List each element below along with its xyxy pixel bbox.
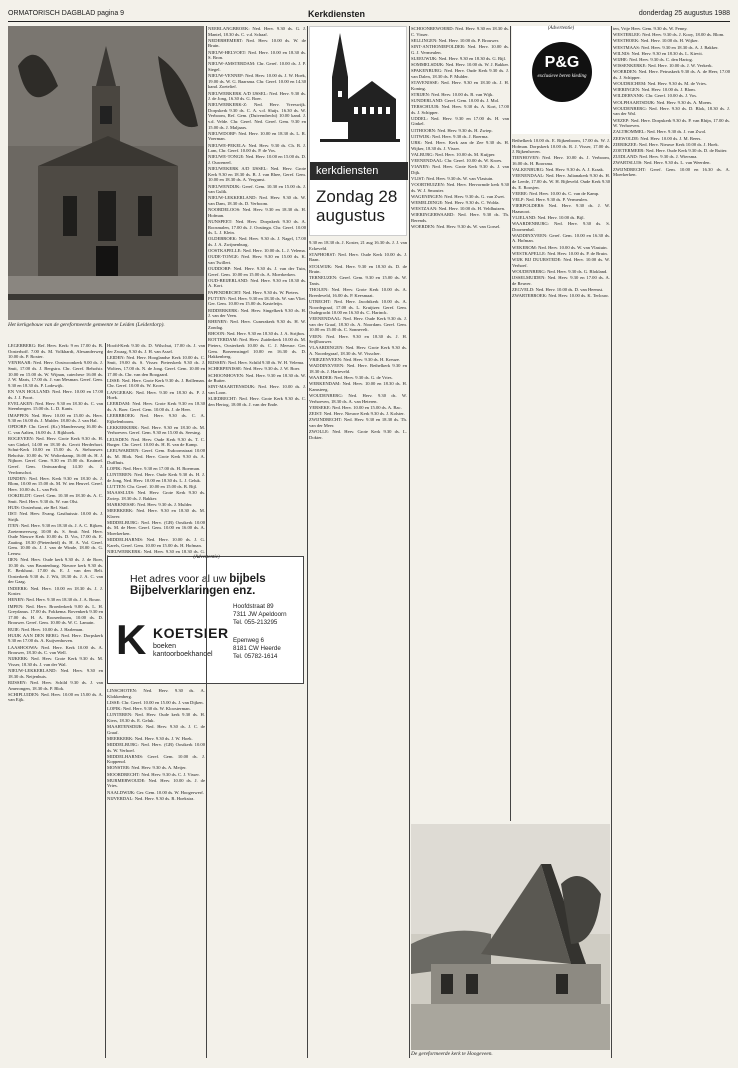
newspaper-page [8,8,730,1060]
listing-entry: ZWIJNDRECHT: Ned. Herv. 9.30 en 18.30 ds. Th. van der Meer. [309,417,407,428]
listing-entry: SCHERPENISSE: Ned. Herv. 9.30 ds. J. W. Boer. [208,366,301,372]
listing-entry: IMAPPEN: Ned. Herv. 10.00 en 15.00 ds. Herv. 9.30 en 16.00 ds. J. Mulder. 18.00 ds. J. van Hal. [8,412,103,424]
listing-entry: STAPHORST: Ned. Herv. Oude Kerk 10.00 ds. J. Baan. [309,251,407,263]
listing-entry: RIJSSEN: Ned. Herv. Schild 9.30 ds. J. van Amerongen, 18.30 ds. P. Blok. [8,679,103,691]
listing-entry: EN VAN HOLLAND: Ned. Herv. 10.00 en 17.00 ds. J. J. Poort. [8,388,103,400]
modern-church-photo [411,824,610,1050]
listing-entry: MEERKERK: Ned. Herv. 9.30 ds. J. W. Hoek. [107,735,193,741]
listing-entry: VEENENDAAL: Ned. Herv. Julianakerk 9.30 ds. H. de Leede, 17.00 ds. W. H. Bijleveld. Oude Kerk 9.30 ds. E. Roosjen. [512,173,610,190]
address-line: 7311 JW Apeldoorn [233,611,287,618]
listing-entry: WEKEROM: Ned. Herv. 10.00 ds. W. van Vlastuin. [512,244,608,250]
church-photo-image [8,26,204,320]
listing-entry: SCHOONREWOERD: Ned. Herv. 9.30 en 18.30 ds. C. Visser. [411,26,509,37]
modern-church-photo-caption: De gereformeerde kerk te Hoogeveen. [411,1051,493,1057]
advertiser-subtitle-1: boeken [153,643,176,650]
listing-entry: LISSE: Chr. Geref. 10.00 en 15.00 ds. J. van Dijken. [107,699,204,705]
listing-entry: LINSCHOTEN: Ned. Herv. 9.30 ds. A. Klokkenberg. [107,688,205,699]
pg-logo-circle-icon [532,42,592,102]
masthead [8,8,730,22]
advertiser-subtitle [153,643,213,659]
listing-entry: MIDDELHARNIS: Geref. Gem. 10.00 ds. J. Koppenol. [107,753,205,765]
modern-church-photo-image [411,824,610,1050]
listing-entry: WADDINXVEEN: Ned. Herv. Bethelkerk 9.30 en 18.30 ds. J. Harteveld. [309,363,407,374]
advertisement-tag: (Advertentie) [193,555,220,560]
listing-entry: WESTHOEK: Ned. Herv. 10.00 ds. H. Wijker. [613,38,699,44]
listing-entry: LAASHOOWA: Ned. Herv. Kerk 10.00 ds. A. Brouwer, 18.30 ds. C. van Well. [8,644,103,656]
listing-entry: UITHOORN: Ned. Herv. 9.30 ds. H. Zwiep. [411,127,493,133]
listing-entry: LEIDEN: Ned. Herv. Hooglandse Kerk 10.00 ds. C. Smit, 19.00 ds. S. Visser. Pieterskerk 9.30 ds. J. Wolters, 17.00 ds. N. de Jong. Geref. Gem. 10.00 en 17.00 ds. Chr. van den Boogaard. [107,354,205,377]
listing-column-1 [8,343,103,1058]
listing-entry: ITEN: Ned. Herv. 9.30 en 18.30 ds. J. A. C. Rijken. Zoetermeerweg. 10.00 ds. S. Smit. Ned. Herv. Oude Nieuwe Kerk 10.00 ds. D. Vos, 17.00 ds. E. Zaaiing. 18.30 (Pietenheid) ds. H. A. Vol. Geref. Gem. 10.00 ds. J. J. van de Winde, 18.00 ds. G. Leeuw. [8,522,103,556]
listing-entry: NIEUW-LEKKERLAND: Ned. Herv. 9.30 ds. W. van Dam, 18.30 ds. D. Verboom. [208,195,306,206]
listing-entry: STAVENISSE: Ned. Herv. 9.30 en 18.30 ds. J. H. Koning. [411,79,509,91]
listing-entry: MURMERWOUDE: Ned. Herv. 10.00 ds. J. de Vries. [107,777,205,789]
advertisement-headline-line-1: Het adres voor al uw [130,573,227,585]
listing-entry: OUD-BEIJERLAND: Ned. Herv. 9.30 en 18.30 ds. A. Kort. [208,277,306,289]
listing-entry: WIJHE: Ned. Herv. 9.30 ds. C. den Hartog. [613,56,693,62]
listing-entry: VEEN: Ned. Herv. 9.30 en 18.30 ds. J. H. Seijlhouwer. [309,333,407,345]
column-divider [105,343,106,1058]
listing-entry: RUIE: Ned. Herv. 10.00 ds. J. Harleman. [8,626,84,632]
masthead-publication: ORMATORISCH DAGBLAD pagina 9 [8,10,125,17]
listing-entry: LUNTEREN: Ned. Herv. Oude kerk 9.30 ds. H. Kiers, 18.30 ds. E. Geluk. [107,712,205,723]
listing-entry: VALBURG: Ned. Herv. 10.00 ds. M. Kuijper. [411,151,496,157]
listing-entry: THOLEN: Ned. Herv. Grote Kerk 10.00 ds. A. Breedeveld, 16.00 ds. P. Keesmaat. [309,287,407,298]
listing-column-6 [512,138,610,821]
listing-entry: RIDDERKERK: Ned. Herv. Singelkerk 9.30 ds. H. J. van der Veen. [208,307,306,319]
listing-entry: ZUIDLAND: Ned. Herv. 9.30 ds. J. Wiersma. [613,154,698,160]
listing-entry: MAARTENSDIJK: Ned. Herv. 9.30 ds. J. C. de Graaf. [107,723,205,735]
listing-entry: NIJVERDAL: Ned. Herv. 9.30 ds. R. Hoekstra. [107,795,195,801]
listing-entry: WOUDENBERG: Ned. Herv. 9.30 ds. G. Blokland. [512,268,608,274]
listing-entry: ZEEWOLDE: Ned. Herv. 10.00 ds. J. M. Beers. [613,135,702,141]
listing-entry: WIERINGEN: Ned. Herv. 10.00 ds. J. Blom. [613,87,696,93]
listing-entry: NIEUW-HELVOET: Ned. Herv. 10.00 en 18.30 ds. S. Bron. [208,49,306,61]
listing-entry: UITWIJK: Ned. Herv. 9.30 ds. J. Boerma. [411,133,489,139]
advertisement-headline-bold: bijbels [229,573,266,585]
listing-entry: SCHIPLUIDEN: Ned. Herv. 10.00 en 15.00 ds. A. van Eijk. [8,691,103,703]
advertisement-headline-line-2: Bijbelverklaringen enz. [130,585,256,597]
listing-entry: OOKIELDT: Geref. Gem. 10.30 en 18.30 ds. A. C. Smit. Ned. Herv. 9.30 ds. W. van Olst. [8,493,103,504]
listing-entry: LUNTEREN: Ned. Herv. Oude Kerk 9.30 ds. H. J. de Jong, Ned. Herv. 10.00 en 18.30 ds. L. J. Geluk. [107,472,205,483]
listing-entry: WERKENDAM: Ned. Herv. 10.00 en 18.30 ds. H. Kamsteeg. [309,381,407,392]
listing-entry: LEERBROEK: Ned. Herv. 9.30 ds. C. A. Eijkelenboom. [107,413,205,424]
listing-entry: WOUDRICHEM: Ned. Herv. 9.30 ds. M. de Vries. [613,81,707,87]
listing-entry: ZALTBOMMEL: Ned. Herv. 9.30 ds. J. van Zwol. [613,129,707,135]
listing-entry: MIDDELBURG: Ned. Herv. (GB) Oostkerk 10.00 ds. M. de Heer. Geref. Gem. 10.00 en 16.00 ds. A. Moerkerken. [107,519,205,536]
listing-entry: LUTTEN: Chr. Geref. 10.00 en 15.00 ds. B. Bijl. [107,483,198,489]
listing-entry: HUIJK AAN DEN BERG: Ned. Herv. Dorpskerk 9.30 en 17.00 ds. A. Kuijvenhoven. [8,632,103,644]
advertisement-tag: (Advertentie) [547,26,575,31]
listing-entry: ZEIST: Ned. Herv. Nieuwe Kerk 9.30 ds. J. Kolster. [309,411,405,417]
listing-entry: VENHAAR: Ned. Herv. Oostwoonkerk 9.00 ds. J. Smit, 17.00 ds. J. Bergstra. Chr. Geref. Behofstr. 10.00 en 15.00 ds. W. Wijnan, catechese 16.00 ds. J. W. Maris, 17.00 ds. J. van Mesman. Geref. Gem. 9.30 en 18.30 ds. P. Lodewijk. [8,360,103,388]
listing-entry: TERSCHUUR: Ned. Herv. 9.30 ds. A. Kort, 17.00 ds. J. Schipper. [411,104,509,115]
listing-entry: VALKENBURG: Ned. Herv. 9.30 ds. A. J. Kraak. [512,167,604,173]
listing-entry: ROGEVEEN: Ned. Herv. Grote Kerk 9.30 ds. H. van Ginkel, 14.00 en 18.30 ds. Gerrit Herderhort. Schut-Kerk 10.00 en 15.00 ds. A. Stehouwer. Behofstr. 10.00 ds. W. Wolterkamp, 16.00 ds. H. J. Nijboer. Geref. Gem. 9.30 en 15.00 ds. Kruimel. Geref. Gem. Ontwaarding 14.30 ds. J. Verdonschot. [8,436,103,475]
listing-entry: RHOON: Ned. Herv. 9.30 en 18.30 ds. J. A. Strijbos. [208,331,306,337]
kerkdiensten-banner [309,26,407,236]
address-line: Hoofdstraat 89 [233,603,274,610]
listing-entry: SCHOONHOVEN: Ned. Herv. 9.30 en 18.30 ds. W. de Ruiter. [208,372,306,384]
listing-entry: WOERDEN: Ned. Herv. Petruskerk 9.30 ds. A. de Heer, 17.00 ds. J. Schipper. [613,69,730,80]
listing-entry: WAGENINGEN: Ned. Herv. 9.30 ds. G. van Zwet. [411,193,505,199]
listing-entry: ZIERIKZEE: Ned. Herv. Nieuwe Kerk 10.00 ds. J. Hoek. [613,141,719,147]
listing-entry: NIEUWE-PEKELA: Ned. Herv. 9.30 ds. Ch. B. J. Lam, Chr. Geref. 10.00 ds. P. de Vos. [208,142,306,154]
listing-column-7 [613,26,730,1058]
listing-entry: LEUSDEN: Ned. Herv. Oude Kerk 9.30 ds. T. C. Burger. Chr. Geref. 10.00 ds. H. R. van de Kamp. [107,436,205,448]
pg-logo: P&G [544,54,580,71]
listing-entry: HUIS: Oosterhout, zie Ref. Stad. [8,504,69,510]
listing-entry: WADDINXVEEN: Geref. Gem. 10.00 en 16.30 ds. A. Hofman. [512,232,610,244]
church-photo [8,26,204,320]
listing-entry: SINT-MAARTENSDIJK: Ned. Herv. 10.00 ds. J. van Loon. [208,384,306,396]
listing-entry: MARKNESSE: Ned. Herv. 9.30 ds. J. Mulder. [107,501,193,507]
church-silhouette-icon [310,27,408,159]
listing-entry: ZWOLLE: Ned. Herv. Grote Kerk 9.30 ds. L. Dokter. [309,429,407,440]
listing-entry: UTRECHT: Ned. Herv. Jacobikerk 10.00 ds. A. Noordegraaf, 17.00 ds. L. Kruijtzer. Geref. Gem. Oudegracht 10.00 en 16.30 ds. C. Harinck. [309,298,407,316]
listing-entry: OUDDORP: Ned. Herv. 9.30 ds. J. van der Tuin, Geref. Gem. 10.00 en 15.00 ds. A. Moerkerken. [208,266,306,277]
listing-entry: ZWIJNDRECHT: Geref. Gem. 10.00 en 16.30 ds. A. Moerkerken. [613,166,730,178]
listing-entry: WESTKAPELLE: Ned. Herv. 10.00 ds. P. de Bruin. [512,250,608,256]
listing-entry: VOORTHUIZEN: Ned. Herv. Hervormde kerk 9.30 ds. W. J. Smouter. [411,182,509,193]
listing-entry: OPDORP: Chr. Geref. (Kr.) Mandersweg 16.00 ds. C. van Aalten, 16.00 ds. J. Rijkhoek. [8,424,103,435]
listing-entry: INDIERK: Ned. Herv. 10.00 en 18.30 ds. J. J. Koster. [8,585,103,597]
listing-entry: EVELAKEN: Ned. Herv. 9.30 en 18.30 ds. C. van Steenbergen. 15.00 ds. L. D. Kanis. [8,400,103,412]
listing-column-3 [208,26,306,1058]
column-divider [307,26,308,1058]
listing-entry: WESTMAAS: Ned. Herv. 9.30 en 18.30 ds. A. J. Bakker. [613,44,719,50]
listing-entry: IIJNDEN: Ned. Herv. Kerk 9.30 en 18.30 ds. J. Blom, 10.00 en 15.00 ds. M. W. ten Heuvel. Geref. Herv. 10.00 ds. L. van Pelt. [8,475,103,492]
listing-entry: PUTTEN: Ned. Herv. 9.30 en 18.30 ds. W. van Vliet. Ger. Gem. 10.00 en 15.00 ds. Kasteleijn. [208,295,306,307]
address-line: Epenweg 6 [233,637,264,644]
listing-entry: WILDERVANK: Chr. Geref. 10.00 ds. J. Vos. [613,93,698,99]
address-line: Tel. 055-213295 [233,619,278,626]
listing-entry: NIEUWERKERK A/D IJSSEL: Ned. Herv. 9.30 ds. J. de Jong, 16.30 ds. G. Boer. [208,90,306,102]
listing-entry: VELP: Ned. Herv. 9.30 ds. P. Vermeulen. [512,196,588,202]
listing-entry: MOORDRECHT: Ned. Herv. 9.30 ds. C. J. Visser. [107,771,200,777]
listing-entry: NUNSPEET: Ned. Herv. Dorpskerk 9.30 ds. A. Roosmalen, 17.00 ds. J. Oostinga. Chr. Geref. 10.00 ds. L. J. Klein. [208,218,306,236]
listing-entry: LEEUWARDEN: Geref. Gem. Esdoornstraat 10.00 ds. M. Blok. Ned. Herv. Grote Kerk 9.30 ds. A. Duffhuis. [107,448,205,465]
church-photo-caption: Het kerkgebouw van de gereformeerde gemeente te Leiden (Leiderdorp). [8,322,165,328]
listing-entry: TIENHOVEN: Ned. Herv. 10.00 ds. J. Verboom, 16.00 ds. H. Boorsma. [512,155,610,166]
listing-entry: SPAKENBURG: Ned. Herv. Oude Kerk 9.30 ds. J. van Dalen, 18.30 ds. P. Mulder. [411,68,509,79]
advertisement-pg [512,26,610,134]
column-divider [510,26,511,821]
masthead-section-title: Kerkdiensten [308,9,366,19]
listing-entry: LISSE: Ned. Herv. Grote Kerk 9.30 ds. J. Brilleman. Chr. Geref. 10.00 ds. W. Kroes. [107,377,205,389]
listing-entry: WAARDENBURG: Ned. Herv. 9.30 ds. S. Doornenbal. [512,221,610,232]
masthead-date: donderdag 25 augustus 1988 [638,10,730,17]
listing-entry: LEGERBERG: Ref. Herv. Kerk: 9 en 17.00 ds. B. Oosterhoff. 7.00 ds. M. Volkhardt, Alexanderweg 10.00 ds. P. Roxter. [8,343,103,360]
listing-entry: WOUDENBERG: Ned. Herv. 9.30 ds. W. Verhoeven, 18.30 ds. A. van Heteren. [309,393,407,404]
listing-entry: WIJK BIJ DUURSTEDE: Ned. Herv. 10.00 ds. W. Verhoef. [512,257,610,268]
listing-entry: WESTERLEE: Ned. Herv. 9.30 ds. J. Kooy, 18.00 ds. Blom. [613,32,725,38]
listing-entry: VIANEN: Ned. Herv. Grote Kerk 9.30 ds. J. van Dijk. [411,164,509,175]
listing-entry: LEERDAM: Ned. Herv. Grote Kerk 9.30 en 18.30 ds. A. Boer. Geref. Gem. 10.00 ds. J. de Heer. [107,401,205,412]
listing-entry: WEZEP: Ned. Herv. Dorpskerk 9.30 ds. P. van Rhijn, 17.00 ds. W. Verhoeven. [613,117,730,129]
listing-entry: ZEGVELD: Ned. Herv. 10.00 ds. D. van Heemst. [512,286,604,292]
listing-entry: WOLPHAARTSDIJK: Ned. Herv. 9.30 ds. A. Moens. [613,99,713,105]
listing-entry: WISSENKERKE: Ned. Herv. 10.00 ds. J. W. Verkerk. [613,63,713,69]
listing-entry: NIEUWERKERK: Ned. Herv. 9.30 en 18.30 ds. G. [107,548,205,554]
listing-entry: ten, Vrije Herv. Gem. 9.30 ds. W. Fenny. [613,26,688,31]
listing-entry: OUDE-TONGE: Ned. Herv. 9.30 en 15.00 ds. K. van Twillert. [208,254,306,265]
listing-entry: NOORDELOOS: Ned. Herv. 9.30 en 18.30 ds. H. Hofman. [208,207,306,218]
listing-entry: IIST: Ned. Herv. Evang. Gasthuisstr. 10.00 ds. J. Strijk. [8,511,103,522]
listing-entry: NIEUWDORP: Ned. Herv. 10.00 en 18.30 ds. L. R. Voerman. [208,130,306,142]
listing-entry: 9.30 en 18.30 ds. J. Koster, 21 aug 16.30 ds. J. J. van Eckeveld. [309,240,407,251]
listing-entry: LOPIK: Ned. Herv. 9.30 ds. W. Kloosterman. [107,705,191,711]
listing-entry: WEMELDINGE: Ned. Herv. 9.30 ds. C. Wolda. [411,200,500,206]
listing-entry: MEERKERK: Ned. Herv. 9.30 en 18.30 ds. M. Klaver. [107,507,205,519]
column-divider [409,26,410,1058]
listing-entry: ROTTERDAM: Ned. Herv. Zuiderkerk 10.00 ds. M. Pieters, Oosterkerk 10.00 ds. C. J. Meeuse. Ger. Gem. Boezemsingel 10.00 en 16.30 ds. D. Hakkenberg. [208,337,306,360]
listing-entry: SLIEDRECHT: Ned. Herv. Grote Kerk 9.30 ds. C. den Hertog, 18.00 ds. J. van der Ende. [208,396,306,407]
listing-entry: SOMMELSDIJK: Ned. Herv. 10.00 ds. W. J. Bakker. [411,61,509,67]
listing-column-2 [107,343,205,553]
listing-entry: Hoofd-Kerk 9.30 ds. D. Wilschut, 17.00 ds. J. van der Zwaag, 9.30 ds. J. H. van Assel. [107,343,205,354]
listing-entry: LEKKERKERK: Ned. Herv. 9.30 en 18.30 ds. M. Verhoeven. Geref. Gem. 9.30 en 15.00 ds. Seesing. [107,424,205,436]
listing-entry: STOLWIJK: Ned. Herv. 9.30 en 18.30 ds. D. de Bruin. [309,263,407,275]
listing-entry: SUNDERLAND: Geref. Gem. 10.00 ds. J. Mol. [411,97,500,103]
column-divider [206,26,207,1058]
listing-entry: VEERE: Ned. Herv. 10.00 ds. C. van de Kamp. [512,190,600,196]
listing-entry: HENEN: Ned. Herv. 9.30 en 18.30 ds. J. A. Bouw. [8,597,101,603]
listing-entry: MAASSLUIS: Ned. Herv. Grote Kerk 9.30 ds. Zwiep. 18.30 ds. J. Bakker. [107,489,205,501]
listing-entry: LANGERAK: Ned. Herv. 9.30 en 18.30 ds. P. J. Hoek. [107,389,205,401]
listing-entry: NIEUWERKERK-Z: Ned. Herv. Vreeswijk. Dorpskerk 9.30 ds. C. A. v.d. Sluijs. 16.30 ds. W. Verboom, Ref. Gem. (Duivendrecht) 10.00 kand. J. v.d. Velde. Chr. Geref. Ned. Geref. Gem. 9.30 en 15.00 ds. J. Maljaars. [208,102,306,130]
listing-entry: SINT-ANTHONIEPOLDER: Ned. Herv. 10.00 ds. G. J. Vermeulen. [411,43,509,55]
listing-entry: MIDDELBURG: Ned. Herv. (GB) Oostkerk 10.00 ds. W. Verhoef. [107,741,205,753]
listing-entry: UDDEL: Ned. Herv. 9.30 en 17.00 ds. H. van Ginkel. [411,115,509,127]
listing-entry: OOSTKAPELLE: Ned. Herv. 10.00 ds. L. J. Velema. [208,248,306,254]
listing-entry: MIDDELHARNIS: Ned. Herv. 10.00 ds. J. G. Karels, Geref. Gem. 10.00 en 15.00 ds. H. Hofman. [107,537,205,548]
listing-entry: OLDEBROEK: Ned. Herv. 9.30 ds. J. Nagel, 17.00 ds. J. A. Zwijnenburg. [208,236,306,247]
listing-entry: LOPIK: Ned. Herv. 9.30 en 17.00 ds. H. Boerman. [107,465,201,471]
koetsier-logo-icon: K [116,616,147,663]
listing-entry: Bethelkerk 10.00 ds. E. Rijkenboom, 17.00 ds. W. J. Hofman. Dorpskerk 10.00 ds. R. J. Visser, 17.00 ds. J. Rijkenhoven. [512,138,610,155]
listing-entry: WOERDEN: Ned. Herv. 9.30 ds. W. van Gorsel. [411,224,501,230]
listing-entry: NIEUWENDIJK: Geref. Gem. 10.30 en 15.00 ds. J. van Gulik. [208,183,306,195]
listing-entry: IMPEN: Ned. Herv. Broederkerk 9.00 ds. L. H. Greydanus. 17.00 ds. Fokkema. Bovenkerk 9.30 en 17.00 ds. H. A. Roosenboom, 10.00 ds. D. Brouwer. Geref. Gem. 10.00 ds. W. C. Lamain. [8,603,103,626]
address-line: Tel. 05782-1614 [233,653,278,660]
listing-entry: VLIST: Ned. Herv. 9.30 ds. W. van Vlastuin. [411,175,494,181]
listing-entry: ZOETERMEER: Ned. Herv. Oude Kerk 9.30 ds. D. de Ruiter. [613,147,728,153]
listing-entry: NIJKERK: Ned. Herv. Grote Kerk 9.30 ds. M. Visser, 18.30 ds. J. van der Wal. [8,656,103,667]
listing-entry: VRIEZENVEEN: Ned. Herv. 9.30 ds. H. Kreuze. [309,357,401,363]
listing-entry: RHENEN: Ned. Herv. Cunerakerk 9.30 ds. H. W. Zondag. [208,319,306,330]
listing-entry: RIJSSEN: Ned. Herv. Schild 9.30 ds. W. H. Velema. [208,360,305,366]
pg-logo-subtitle: exclusieve beren kleding [537,74,587,79]
listing-entry: IJSSELMUIDEN: Ned. Herv. 9.30 en 17.00 ds. A. de Reuver. [512,274,610,286]
listing-entry: PAPENDRECHT: Ned. Herv. 9.30 ds. W. Pieters. [208,289,300,295]
listing-entry: WILNIS: Ned. Herv. 9.30 en 18.30 ds. L. Kievit. [613,50,703,56]
banner-title: kerkdiensten [310,162,408,180]
listing-entry: IIEN: Ned. Herv. Oude kerk 9.30 ds. J. de Boer, 10.30 ds. van Bruntenburg. Nieuwe kerk 9.30 ds. E. Berkhout. 17.00 ds. E. J. van den Belt. Oosterkerk 9.30 ds. J. Wit, 18.30 ds. J. A. C. van der Gaag. [8,557,103,585]
listing-entry: TERNEUZEN: Geref. Gem. 9.30 en 15.00 ds. W. Tanis. [309,275,407,286]
address-line: 8181 CW Heerde [233,645,281,652]
listing-entry: WOUDENBERG: Ned. Herv. 9.30 ds. D. Blok, 18.30 ds. J. van der Wal. [613,105,730,117]
listing-entry: VEENENDAAL: Chr. Geref. 10.00 ds. W. Kroes. [411,157,503,163]
listing-entry: ZWARTEBROEK: Ned. Herv. 10.00 ds. K. Terlouw. [512,292,609,298]
listing-entry: WAARDER: Ned. Herv. 9.30 ds. G. de Vries. [309,375,393,381]
listing-column-4 [309,240,407,1058]
listing-entry: MONSTER: Ned. Herv. 9.30 ds. A. Meijer. [107,765,187,771]
banner-subtitle: Zondag 28 augustus [316,187,398,225]
listing-entry: NIEUW-AMSTERDAM: Chr. Geref. 10.00 ds. J. P. Siegel. [208,61,306,72]
listing-entry: NEDERHEMERT: Ned. Herv. 10.00 ds. W. de Bruin. [208,37,306,49]
column-divider [611,26,612,1058]
listing-entry: SLEEUWIJK: Ned. Herv. 9.30 en 18.30 ds. G. Bijl. [411,55,507,61]
listing-entry: NAALDWIJK: Ger. Gem. 10.00 ds. W. Hoogerwerf. [107,789,204,795]
listing-entry: STRIJEN: Ned. Herv. 10.00 ds. B. van Wijk. [411,91,494,97]
advertiser-subtitle-2: kantoorboekhandel [153,651,213,658]
listing-entry: NIEUW-LEKKERLAND: Ned. Herv. 9.30 en 18.30 ds. Neijenhuis. [8,668,103,679]
listing-column-5 [411,26,509,821]
listing-entry: VIERPOLDERS: Ned. Herv. 9.30 ds. J. W. Haasnoot. [512,203,610,214]
listing-entry: URK: Ned. Herv. Kerk aan de Zee 9.30 ds. H. Wijker, 18.30 ds. J. Visser. [411,140,509,151]
listing-entry: VEENENDAAL: Ned. Herv. Oude Kerk 9.30 ds. J. van der Graaf, 18.30 ds. A. Noordam. Geref. Gem. 10.00 en 15.00 ds. C. Sonnevelt. [309,316,407,333]
listing-entry: VLIELAND: Ned. Herv. 10.00 ds. Bijl. [512,214,585,220]
advertiser-name: KOETSIER [153,625,229,641]
listing-entry: NIEUW-VENNEP: Ned. Herv. 10.00 ds. J. W. Hoek, 19.00 ds. W. G. Baarsma. Chr. Geref. 10.00 en 14.30 kand. Zoetelief. [208,73,306,90]
listing-entry: VLAARDINGEN: Ned. Herv. Grote Kerk 9.30 ds. A. Noordegraaf, 18.30 ds. W. Visscher. [309,345,407,357]
listing-entry: WIERINGERWAARD: Ned. Herv. 9.30 ds. Th. Berends. [411,212,509,224]
listing-entry: SELLINGEN: Ned. Herv. 10.00 ds. P. Brouwer. [411,37,499,43]
listing-entry: YERSEKE: Ned. Herv. 10.00 en 15.00 ds. A. Bac. [309,404,402,410]
listing-entry: NEERLANGBROEK: Ned. Herv. 9.30 ds. G. J. Mantel, 18.30 ds. C. v.d. Schaaf. [208,26,306,37]
listing-entry: WESTZAAN: Ned. Herv. 10.00 ds. H. Veldhuizen. [411,206,506,212]
listing-column-2-bottom [107,688,205,1058]
listing-entry: NIEUWEKERK A/D IJSSEL: Ned. Herv. Grote Kerk 9.30 en 18.30 ds. B. J. van Rhee, Geref. Gem. 10.00 en 18.30 ds. A. Vergunst. [208,166,306,183]
listing-entry: NIEUWE-TONGE: Ned. Herv. 10.00 en 15.00 ds. D. J. Ouweneel. [208,154,306,165]
listing-entry: ZWARTSLUIS: Ned. Herv. 9.30 ds. L. van Weerden. [613,160,711,166]
